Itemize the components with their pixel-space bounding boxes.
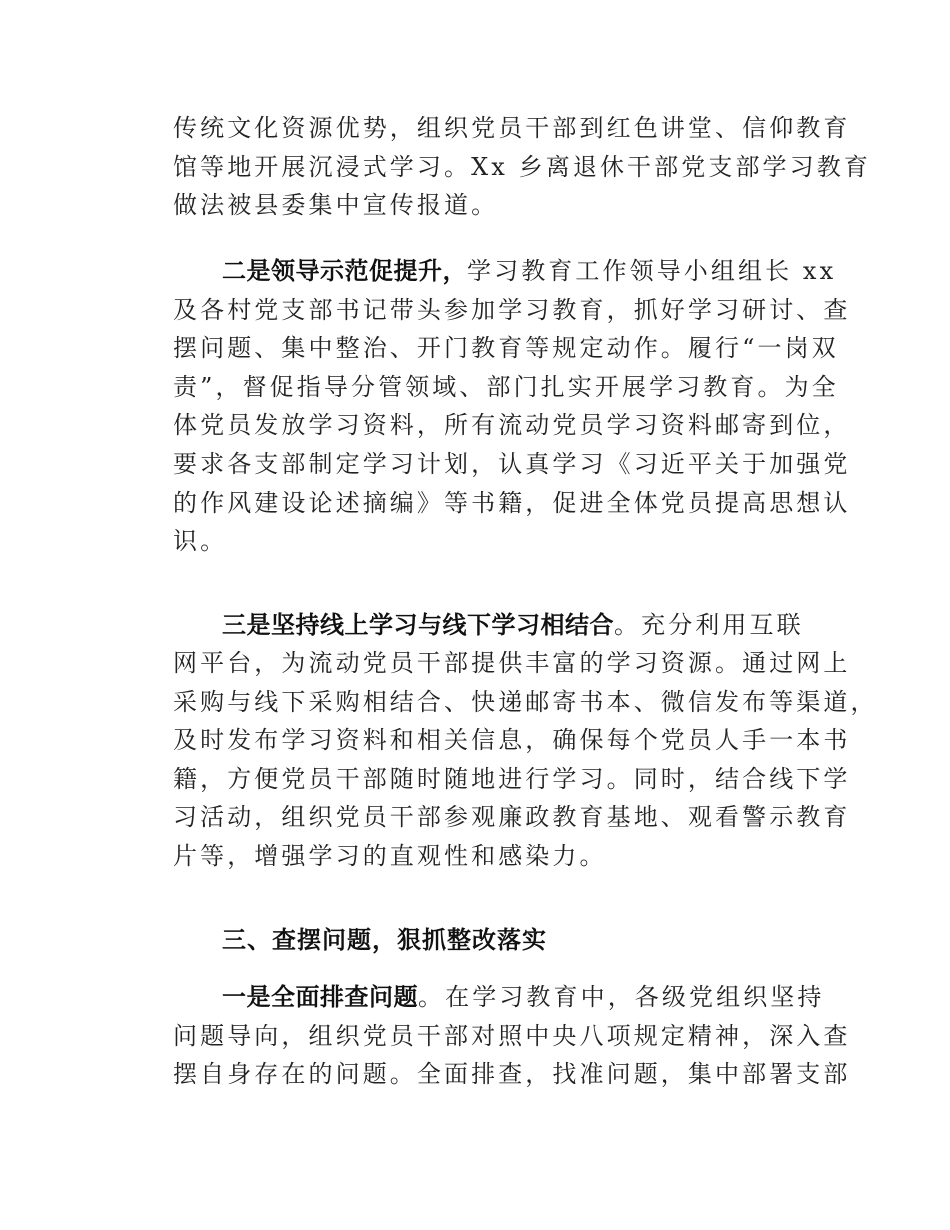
paragraph-4-line-3: 摆自身存在的问题。全面排查，找准问题，集中部署支部 [173,1060,851,1088]
paragraph-2-lead: 二是领导示范促提升， [222,257,467,285]
paragraph-3-line-2: 网平台，为流动党员干部提供丰富的学习资源。通过网上 [173,649,851,677]
paragraph-3-line-7: 片等，增强学习的直观性和感染力。 [173,842,607,870]
section-heading: 三、查摆问题，狠抓整改落实 [222,926,547,954]
paragraph-2-line-6: 要求各支部制定学习计划，认真学习《习近平关于加强党 [173,450,851,478]
paragraph-3-line-6: 习活动，组织党员干部参观廉政教育基地、观看警示教育 [173,803,851,831]
paragraph-2-line-2: 及各村党支部书记带头参加学习教育，抓好学习研讨、查 [173,296,851,324]
paragraph-1-line-1: 传统文化资源优势，组织党员干部到红色讲堂、信仰教育 [173,114,851,142]
paragraph-2-line-3: 摆问题、集中整治、开门教育等规定动作。履行“一岗双 [173,334,839,362]
paragraph-3-first-rest: 。充分利用互联 [614,611,804,639]
paragraph-3-line-4: 及时发布学习资料和相关信息，确保每个党员人手一本书 [173,726,851,754]
paragraph-2-line-4: 责”，督促指导分管领域、部门扎实开展学习教育。为全 [173,373,839,401]
paragraph-2-line-5: 体党员发放学习资料，所有流动党员学习资料邮寄到位， [173,411,851,439]
paragraph-2-line-7: 的作风建设论述摘编》等书籍，促进全体党员提高思想认 [173,489,851,517]
paragraph-4-lead: 一是全面排查问题 [222,983,418,1011]
paragraph-2-first-rest: 学习教育工作领导小组组长 xx [467,257,837,285]
paragraph-1-line-2: 馆等地开展沉浸式学习。Xx 乡离退休干部党支部学习教育 [173,153,871,181]
paragraph-1-line-3: 做法被县委集中宣传报道。 [173,191,499,219]
paragraph-2-line-1 [222,256,862,286]
paragraph-2-line-8: 识。 [173,527,228,555]
paragraph-3-line-1 [222,610,862,640]
paragraph-3-line-3: 采购与线下采购相结合、快递邮寄书本、微信发布等渠道， [173,688,878,716]
paragraph-3-lead: 三是坚持线上学习与线下学习相结合 [222,611,614,639]
paragraph-3-line-5: 籍，方便党员干部随时随地进行学习。同时，结合线下学 [173,765,851,793]
paragraph-4-first-rest: 。在学习教育中，各级党组织坚持 [418,983,825,1011]
paragraph-4-line-1 [222,982,862,1012]
paragraph-4-line-2: 问题导向，组织党员干部对照中央八项规定精神，深入查 [173,1022,851,1050]
